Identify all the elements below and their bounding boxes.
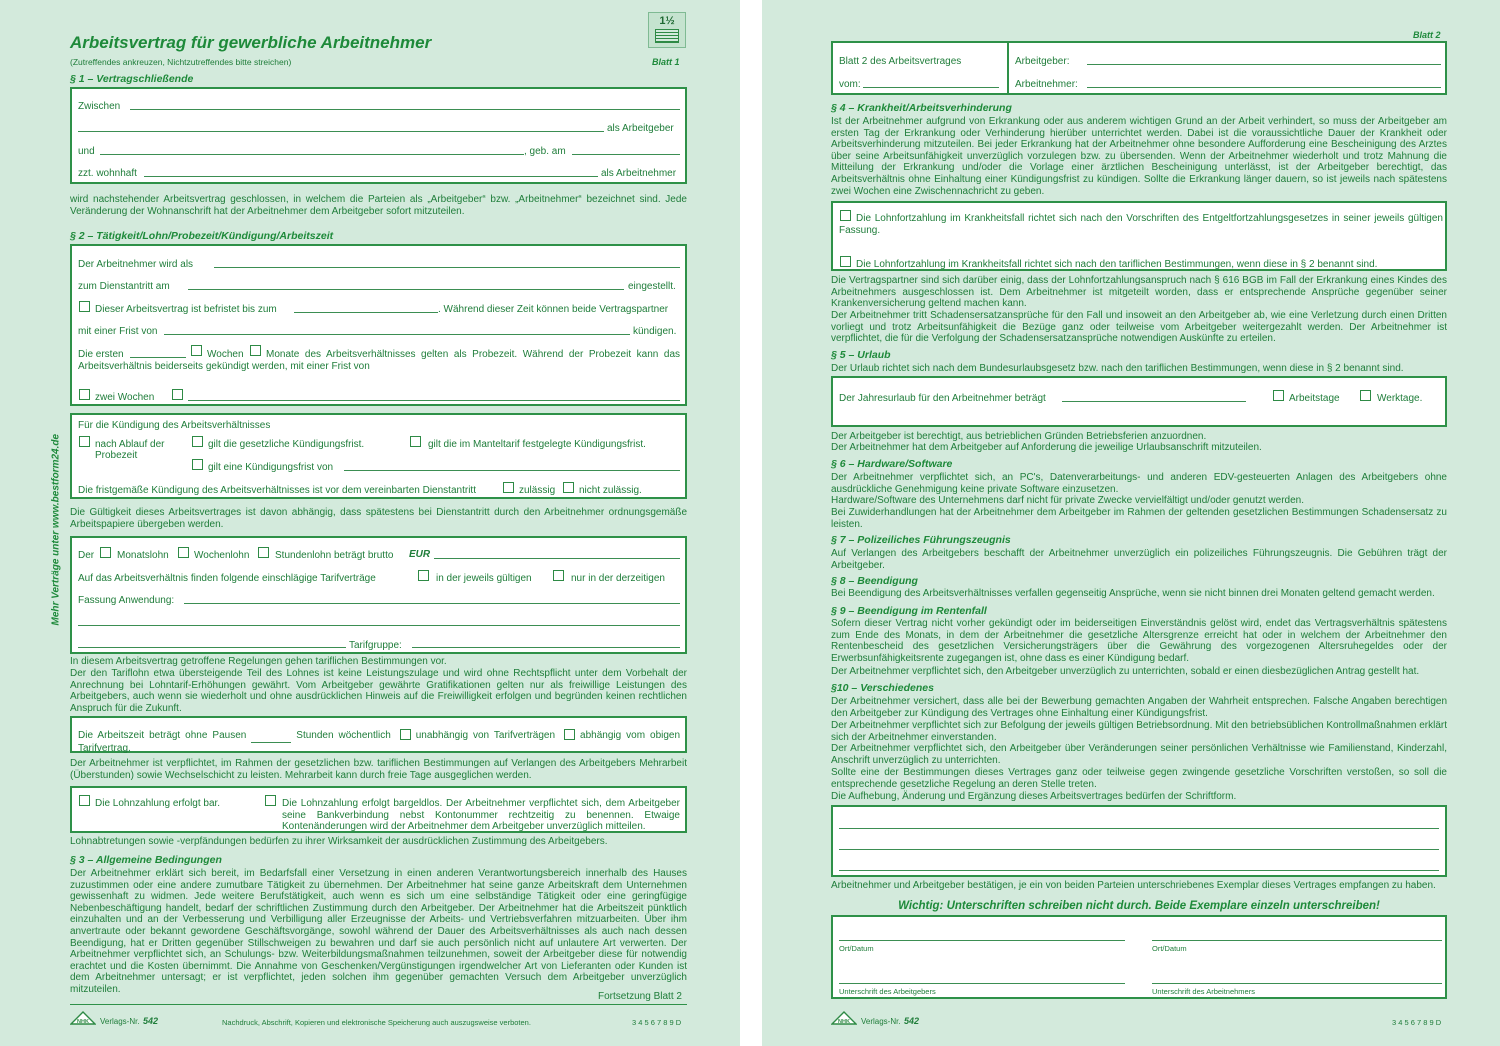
sick-pay-box	[831, 201, 1447, 271]
publisher-logo-2	[831, 1011, 857, 1025]
fixed-term-date-field[interactable]	[294, 312, 438, 313]
bank-transfer-label: Die Lohnzahlung erfolgt bargeldlos. Der Arbeitnehmer verpflichtet sich, dem Arbeitgeber seine Bankverbindung nebst Kontonummer rechtzeitig zu benennen. Etwaige Kontenänderungen wird der Arbeitnehmer dem Arbeitgeber unverzüglich mitteilen.	[282, 798, 680, 833]
section-5-text: Der Urlaub richtet sich nach dem Bundesurlaubsgesetz bzw. nach den tariflichen Bestimmungen, wenn diese in § 2 benannt sind.	[831, 363, 1404, 374]
current-version-checkbox[interactable]	[418, 570, 429, 581]
section-6-text-3: Bei Zuwiderhandlungen hat der Arbeitnehmer dem Arbeitgeber im Rahmen der geltenden gesetzlichen Bestimmungen Schadensersatz zu leisten.	[831, 507, 1447, 530]
svg-text:NHK: NHK	[838, 1019, 850, 1025]
continued-label: Fortsetzung Blatt 2	[598, 991, 682, 1002]
contract-sheet-2	[762, 0, 1500, 1046]
notice-period-field[interactable]	[164, 334, 630, 335]
independent-label: unabhängig von Tarifverträgen	[415, 730, 556, 741]
publisher-number-label: Verlags-Nr.	[100, 1017, 140, 1026]
weekly-wage-checkbox[interactable]	[178, 547, 189, 558]
additional-terms-box	[831, 805, 1447, 877]
notice-period-label: mit einer Frist von	[78, 326, 158, 337]
not-permitted-checkbox[interactable]	[563, 482, 574, 493]
sheet-2-of-label: Blatt 2 des Arbeitsvertrages	[839, 56, 962, 67]
current-version-label: in der jeweils gültigen	[436, 573, 532, 584]
first-label: Die ersten	[78, 349, 124, 360]
cash-payment-label: Die Lohnzahlung erfolgt bar.	[95, 798, 221, 809]
copyright-notice: Nachdruck, Abschrift, Kopieren und elektronische Speicherung auch auszugsweise verboten.	[222, 1018, 531, 1027]
between-label: Zwischen	[78, 101, 121, 112]
employer-label: Arbeitgeber:	[1015, 56, 1070, 67]
section-10-text-5: Die Aufhebung, Änderung und Ergänzung dieses Arbeitsvertrages bedürfen der Schriftform.	[831, 791, 1237, 802]
employer-role-label: als Arbeitgeber	[607, 123, 674, 134]
collective-agreement-label: Auf das Arbeitsverhältnis finden folgende einschlägige Tarifverträge	[78, 573, 376, 584]
section-6-text: Der Arbeitnehmer verpflichtet sich, an PC's, Datenverarbeitungs- und anderen EDV-gesteuerten Anlagen des Arbeitgebers ohne ausdrückliche Genehmigung keine private Software einzusetzen.	[831, 472, 1447, 495]
fixed-term-checkbox[interactable]	[79, 301, 90, 312]
start-date-field[interactable]	[188, 289, 624, 290]
collective-sick-pay-checkbox[interactable]	[840, 256, 851, 267]
section-10-text: Der Arbeitnehmer versichert, dass alle bei der Bewerbung gemachten Angaben der Wahrheit entsprechen. Falsche Angaben berechtigen den Arbeitgeber zur Kündigung des Vertrages ohne Einhaltung einer Kündigungsfrist.	[831, 696, 1447, 719]
publisher-logo	[70, 1011, 96, 1025]
birth-date-label: , geb. am	[524, 146, 566, 157]
other-period-checkbox[interactable]	[172, 389, 183, 400]
employer-name-field[interactable]	[130, 109, 680, 110]
additional-terms-line-2[interactable]	[839, 849, 1439, 850]
annual-leave-field[interactable]	[1062, 401, 1246, 402]
statutory-notice-checkbox[interactable]	[192, 436, 203, 447]
additional-terms-line-3[interactable]	[839, 870, 1439, 871]
present-version-label: nur in der derzeitigen	[571, 573, 665, 584]
section-6-heading: § 6 – Hardware/Software	[831, 458, 953, 470]
damages-text: Der Arbeitnehmer tritt Schadensersatzansprüche für den Fall und insoweit an den Arbeitgeber ab, wie eine Verletzung durch einen Dritten vorliegt und trotz Arbeitsunfähigkeit die Bezüge ganz oder teilweise vom Arbeitgeber weitergezahlt werden. Der Arbeitnehmer ist verpflichtet, die für die Verfolgung der Schadensersatzansprüche notwendigen Auskünfte zu erteilen.	[831, 310, 1447, 345]
employer-place-date-field[interactable]	[839, 940, 1125, 941]
precedence-text: In diesem Arbeitsvertrag getroffene Regelungen gehen tariflichen Bestimmungen vor.	[70, 656, 447, 667]
pay-group-label: Tarifgruppe:	[349, 640, 402, 651]
employee-signature-label: Unterschrift des Arbeitnehmers	[1152, 987, 1255, 996]
employee-name-field[interactable]	[100, 154, 524, 155]
collective-notice-checkbox[interactable]	[410, 436, 421, 447]
employment-box	[70, 244, 687, 406]
payment-method-box	[70, 786, 687, 833]
article-code-2: 3 4 5 6 7 8 9 D	[1392, 1018, 1442, 1027]
pre-start-termination-label: Die fristgemäße Kündigung des Arbeitsverhältnisses ist vor dem vereinbarten Dienstantritt	[78, 485, 476, 496]
copies-badge-label: 1½	[659, 15, 675, 27]
section-7-text: Auf Verlangen des Arbeitgebers beschafft der Arbeitnehmer unverzüglich ein polizeiliches Führungszeugnis. Die Gebühren trägt der Arbeitgeber.	[831, 548, 1447, 571]
annual-leave-label: Der Jahresurlaub für den Arbeitnehmer beträgt	[839, 393, 1046, 404]
article-code: 3 4 5 6 7 8 9 D	[632, 1018, 682, 1027]
fixed-term-notice-label: . Während dieser Zeit können beide Vertragspartner	[438, 304, 669, 315]
permitted-label: zulässig	[519, 485, 556, 496]
section-10-text-3: Der Arbeitnehmer verpflichtet sich, den Arbeitgeber über Veränderungen seiner persönlichen Verhältnisse wie Familienstand, Kinderzahl, Anschrift unverzüglich zu unterrichten.	[831, 743, 1447, 766]
section-1-text: wird nachstehender Arbeitsvertrag geschlossen, in welchem die Parteien als „Arbeitgeber“ bzw. „Arbeitnehmer“ bezeichnet sind. Jede Veränderung der Wohnanschrift hat der Arbeitnehmer dem Arbeitgeber sofort mitzuteilen.	[70, 194, 687, 217]
child-illness-text: Die Vertragspartner sind sich darüber einig, dass der Lohnfortzahlungsanspruch nach § 616 BGB im Fall der Erkrankung eines Kindes des Arbeitnehmers ausgeschlossen ist. Dem Arbeitnehmer ist mitgeteilt worden, dass er entsprechende Ansprüche gegenüber seiner Krankenversicherung geltend machen kann.	[831, 275, 1447, 310]
section-3-heading: § 3 – Allgemeine Bedingungen	[70, 854, 222, 866]
section-2-heading: § 2 – Tätigkeit/Lohn/Probezeit/Kündigung/Arbeitszeit	[70, 230, 334, 242]
present-version-checkbox[interactable]	[553, 570, 564, 581]
vacation-box	[831, 376, 1447, 427]
employee-signature-field[interactable]	[1152, 983, 1442, 984]
other-period-field[interactable]	[188, 400, 680, 401]
weekdays-label: Werktage.	[1377, 393, 1423, 404]
collective-agreement-field-3[interactable]	[78, 647, 346, 648]
additional-terms-line-1[interactable]	[839, 828, 1439, 829]
copies-icon	[655, 29, 679, 43]
probation-text: Monate des Arbeitsverhältnisses gelten als Probezeit. Während der Probezeit kann das Arbeitsverhältnis beiderseits gekündigt werden, mit einer Frist von	[78, 349, 680, 372]
wage-box	[70, 536, 687, 654]
employee-place-date-label: Ort/Datum	[1152, 944, 1187, 953]
custom-notice-label: gilt eine Kündigungsfrist von	[208, 462, 334, 473]
employee-label: Arbeitnehmer:	[1015, 79, 1078, 90]
company-holidays-text: Der Arbeitgeber ist berechtigt, aus betrieblichen Gründen Betriebsferien anzuordnen.	[831, 431, 1207, 442]
resident-label: zzt. wohnhaft	[78, 168, 137, 179]
termination-box	[70, 413, 687, 499]
two-weeks-label: zwei Wochen	[95, 392, 155, 403]
start-date-label: zum Dienstantritt am	[78, 281, 170, 292]
header-divider	[1007, 43, 1009, 93]
section-9-text-2: Der Arbeitnehmer verpflichtet sich, den Arbeitgeber unverzüglich zu unterrichten, sobald er einen diesbezüglichen Antrag gestellt hat.	[831, 666, 1420, 677]
dependent-label: abhängig vom obigen Tarifvertrag.	[78, 730, 681, 754]
sheet-2-header-box	[831, 41, 1447, 95]
terminate-label: kündigen.	[633, 326, 677, 337]
working-days-checkbox[interactable]	[1273, 390, 1284, 401]
section-10-heading: §10 – Verschiedenes	[831, 682, 934, 694]
hours-weekly-label: Stunden wöchentlich	[296, 730, 391, 741]
employee-address-field[interactable]	[144, 176, 598, 177]
section-3-text: Der Arbeitnehmer erklärt sich bereit, im Bedarfsfall einer Versetzung in einen anderen Verantwortungsbereich innerhalb des Hauses zuzustimmen oder eine andere zumutbare Tätigkeit zu übernehmen. Der Arbeitnehmer hat seine ganze Arbeitskraft dem Unternehmen gewissenhaft zu widmen. Jede weitere Berufstätigkeit, auch wenn es sich um eine selbständige Tätigkeit oder eine geringfügige Nebenbeschäftigung handelt, bedarf der schriftlichen Zustimmung durch den Arbeitgeber. Der Arbeitnehmer hat die Arbeitszeit pünktlich einzuhalten und an der Verbesserung und Verbilligung aller Erzeugnisse der Arbeits- und Vertriebsverfahren mitzuarbeiten. Über ihm anvertraute oder bekannt gewordene Geschäftsvorgänge, sowohl während der Dauer des Arbeitsverhältnisses als auch nach dessen Beendigung, hat er Dritten gegenüber Stillschweigen zu bewahren und darf sie auch persönlich nicht auf unlautere Art verwerten. Der Arbeitnehmer verpflichtet sich, an Schulungs- bzw. Weiterbildungsmaßnahmen teilzunehmen, soweit der Arbeitgeber diese für notwendig erachtet und die Kosten übernimmt. Die Annahme von Geschenken/Vergünstigungen irgendwelcher Art von Lieferanten oder Kunden ist dem Arbeitnehmer untersagt; er ist verpflichtet, jeden solchen ihm gegenüber gemachten Versuch dem Arbeitgeber unverzüglich mitzuteilen.	[70, 868, 687, 995]
employer-field[interactable]	[1087, 64, 1441, 65]
statutory-sick-pay-label: Die Lohnfortzahlung im Krankheitsfall richtet sich nach den Vorschriften des Entgeltfortzahlungsgesetzes in seiner jeweils gültigen Fassung.	[839, 213, 1443, 236]
wage-excess-text: Der den Tariflohn etwa übersteigende Teil des Lohnes ist keine Leistungszulage und wird ohne Rechtspflicht unter dem Vorbehalt der Anrechnung bei Lohntarif-Erhöhungen gewährt. Vom Arbeitgeber gewährte Gratifikationen gelten nur als freiwillige Leistungen des Arbeitgebers, auch wenn sie wiederholt und ohne ausdrücklichen Hinweis auf die Freiwilligkeit erfolgen und begründen keinen rechtlichen Anspruch für die Zukunft.	[70, 668, 687, 714]
svg-text:NHK: NHK	[77, 1019, 89, 1025]
collective-agreement-field[interactable]	[184, 603, 680, 604]
independent-checkbox[interactable]	[400, 729, 411, 740]
monthly-wage-label: Monatslohn	[117, 550, 169, 561]
section-9-heading: § 9 – Beendigung im Rentenfall	[831, 605, 987, 617]
termination-heading: Für die Kündigung des Arbeitsverhältnisses	[78, 420, 271, 431]
monthly-wage-checkbox[interactable]	[100, 547, 111, 558]
validity-text: Die Gültigkeit dieses Arbeitsvertrages ist davon abhängig, dass spätestens bei Dienstantritt durch den Arbeitnehmer ordnungsgemäße Arbeitspapiere übergeben werden.	[70, 507, 687, 530]
working-hours-label: Die Arbeitszeit beträgt ohne Pausen	[78, 730, 247, 741]
sheet-number: Blatt 1	[652, 57, 680, 67]
wage-amount-field[interactable]	[434, 558, 680, 559]
wage-the-label: Der	[78, 550, 95, 561]
publisher-logo-icon-2	[831, 1011, 857, 1025]
collective-sick-pay-label: Die Lohnfortzahlung im Krankheitsfall richtet sich nach den tariflichen Bestimmungen, wenn diese in § 2 benannt sind.	[856, 259, 1378, 270]
collective-notice-label: gilt die im Manteltarif festgelegte Kündigungsfrist.	[428, 439, 646, 450]
signature-box	[831, 915, 1447, 999]
employee-role-label: als Arbeitnehmer	[601, 168, 677, 179]
and-label: und	[78, 146, 95, 157]
position-label: Der Arbeitnehmer wird als	[78, 259, 194, 270]
footer-rule	[70, 1004, 687, 1005]
sheet-number-2: Blatt 2	[1413, 30, 1441, 40]
weeks-label: Wochen	[207, 349, 244, 360]
publisher-logo-icon	[70, 1011, 96, 1025]
employee-field[interactable]	[1087, 87, 1441, 88]
section-10-text-2: Der Arbeitnehmer verpflichtet sich zur Befolgung der jeweils gültigen Betriebsordnung. Mit den betriebsüblichen Kontrollmaßnahmen erklärt sich der Arbeitnehmer einverstanden.	[831, 720, 1447, 743]
not-permitted-label: nicht zulässig.	[579, 485, 642, 496]
hourly-wage-label: Stundenlohn beträgt brutto	[275, 550, 394, 561]
weekly-wage-label: Wochenlohn	[194, 550, 250, 561]
employer-signature-label: Unterschrift des Arbeitgebers	[839, 987, 936, 996]
dated-label: vom:	[839, 79, 861, 90]
custom-notice-field[interactable]	[344, 470, 680, 471]
vacation-address-text: Der Arbeitnehmer hat dem Arbeitgeber auf Anforderung die jeweilige Urlaubsanschrift mitzuteilen.	[831, 442, 1262, 453]
working-hours-text	[78, 729, 680, 754]
copies-badge	[648, 12, 686, 48]
section-4-text: Ist der Arbeitnehmer aufgrund von Erkrankung oder aus anderem wichtigen Grund an der Arbeit verhindert, so muss der Arbeitgeber am ersten Tag der Erkrankung oder Verhinderung hierüber unterrichtet werden. Dabei ist die voraussichtliche Dauer der Krankheit oder Arbeitsverhinderung mitzuteilen. Bei jeder Erkrankung hat der Arbeitnehmer ohne besondere Aufforderung eine Bescheinigung des Arztes über seine Arbeitsunfähigkeit unverzüglich vorzulegen bzw. zu übersenden. Wenn der Arbeitnehmer wiederholt und trotz Mahnung die Mitteilung der Erkrankung und/oder die Vorlage einer ärztlichen Bescheinigung unterlässt, ist der Arbeitgeber berechtigt, das Arbeitsverhältnis ohne Einhaltung einer Kündigungsfrist zu kündigen. Sollte die Erkrankung länger dauern, so ist jeweils nach spätestens zwei Wochen eine Zwischennachricht zu geben.	[831, 116, 1447, 197]
section-9-text: Sofern dieser Vertrag nicht vorher gekündigt oder im beiderseitigen Einverständnis gelöst wird, endet das Vertragsverhältnis spätestens zum Ende des Monats, in dem der Arbeitnehmer die gesetzliche Altersgrenze erreicht hat oder in welchem der Arbeitnehmer den Rentenbescheid des gesetzlichen Versicherungsträgers über die Gewährung des vorgezogenen Altersruhegeldes oder der Erwerbsunfähigkeitsrente zugegangen ist, ohne dass es einer Kündigung bedarf.	[831, 618, 1447, 664]
form-subtitle: (Zutreffendes ankreuzen, Nichtzutreffendes bitte streichen)	[70, 57, 292, 67]
currency-label: EUR	[409, 549, 431, 560]
weekdays-checkbox[interactable]	[1360, 390, 1371, 401]
section-4-heading: § 4 – Krankheit/Arbeitsverhinderung	[831, 102, 1012, 114]
section-5-heading: § 5 – Urlaub	[831, 349, 891, 361]
section-1-heading: § 1 – Vertragschließende	[70, 73, 194, 85]
section-8-text: Bei Beendigung des Arbeitsverhältnisses verfallen gegenseitig Ansprüche, wenn sie nicht binnen drei Monaten geltend gemacht werden.	[831, 588, 1435, 599]
employer-signature-field[interactable]	[839, 983, 1125, 984]
applies-label: Fassung Anwendung:	[78, 595, 175, 606]
cash-payment-checkbox[interactable]	[79, 795, 90, 806]
collective-agreement-field-2[interactable]	[78, 625, 680, 626]
publisher-number: 542	[143, 1016, 159, 1026]
section-8-heading: § 8 – Beendigung	[831, 575, 918, 587]
working-hours-field[interactable]	[251, 730, 291, 743]
section-10-text-4: Sollte eine der Bestimmungen dieses Vertrages ganz oder teilweise gegen zwingende gesetzliche Vorschriften verstoßen, so soll die entsprechende gesetzliche Regelung an deren Stelle treten.	[831, 767, 1447, 790]
hired-label: eingestellt.	[628, 281, 676, 292]
birth-date-field[interactable]	[572, 154, 680, 155]
publisher-number-2: 542	[904, 1016, 920, 1026]
custom-notice-checkbox[interactable]	[192, 459, 203, 470]
publisher-number-label-2: Verlags-Nr.	[861, 1017, 901, 1026]
fixed-term-label: Dieser Arbeitsvertrag ist befristet bis zum	[95, 304, 277, 315]
section-7-heading: § 7 – Polizeiliches Führungszeugnis	[831, 534, 1011, 546]
assignment-text: Lohnabtretungen sowie -verpfändungen bedürfen zu ihrer Wirksamkeit der ausdrücklichen Zustimmung des Arbeitgebers.	[70, 836, 608, 847]
form-title: Arbeitsvertrag für gewerbliche Arbeitnehmer	[70, 33, 432, 52]
working-days-label: Arbeitstage	[1289, 393, 1340, 404]
dated-field[interactable]	[863, 87, 999, 88]
position-field[interactable]	[214, 267, 680, 268]
overtime-text: Der Arbeitnehmer ist verpflichtet, im Rahmen der gesetzlichen bzw. tariflichen Bestimmungen auf Verlangen des Arbeitgebers Mehrarbeit (Überstunden) sowie Wechselschicht zu leisten. Mehrarbeit kann durch freie Tage ausgeglichen werden.	[70, 758, 687, 781]
after-probation-label: nach Ablauf der Probezeit	[95, 439, 165, 461]
pay-group-field[interactable]	[412, 647, 680, 648]
contract-sheet-1	[0, 0, 740, 1046]
hourly-wage-checkbox[interactable]	[258, 547, 269, 558]
bank-transfer-checkbox[interactable]	[265, 795, 276, 806]
statutory-notice-label: gilt die gesetzliche Kündigungsfrist.	[208, 439, 365, 450]
after-probation-checkbox[interactable]	[79, 436, 90, 447]
employee-place-date-field[interactable]	[1152, 940, 1442, 941]
permitted-checkbox[interactable]	[503, 482, 514, 493]
receipt-confirmation-text: Arbeitnehmer und Arbeitgeber bestätigen, je ein von beiden Parteien unterschriebenes Exemplar dieses Vertrages empfangen zu haben.	[831, 880, 1436, 891]
employer-address-field[interactable]	[78, 131, 604, 132]
working-hours-box	[70, 716, 687, 753]
section-6-text-2: Hardware/Software des Unternehmens darf nicht für private Zwecke vervielfältigt und/oder genutzt werden.	[831, 495, 1305, 506]
signature-warning: Wichtig: Unterschriften schreiben nicht durch. Beide Exemplare einzeln unterschreiben!	[898, 900, 1380, 912]
parties-box	[70, 87, 687, 184]
dependent-checkbox[interactable]	[564, 729, 575, 740]
employer-place-date-label: Ort/Datum	[839, 944, 874, 953]
two-weeks-checkbox[interactable]	[79, 389, 90, 400]
side-advert: Mehr Verträge unter www.bestform24.de	[50, 433, 62, 626]
